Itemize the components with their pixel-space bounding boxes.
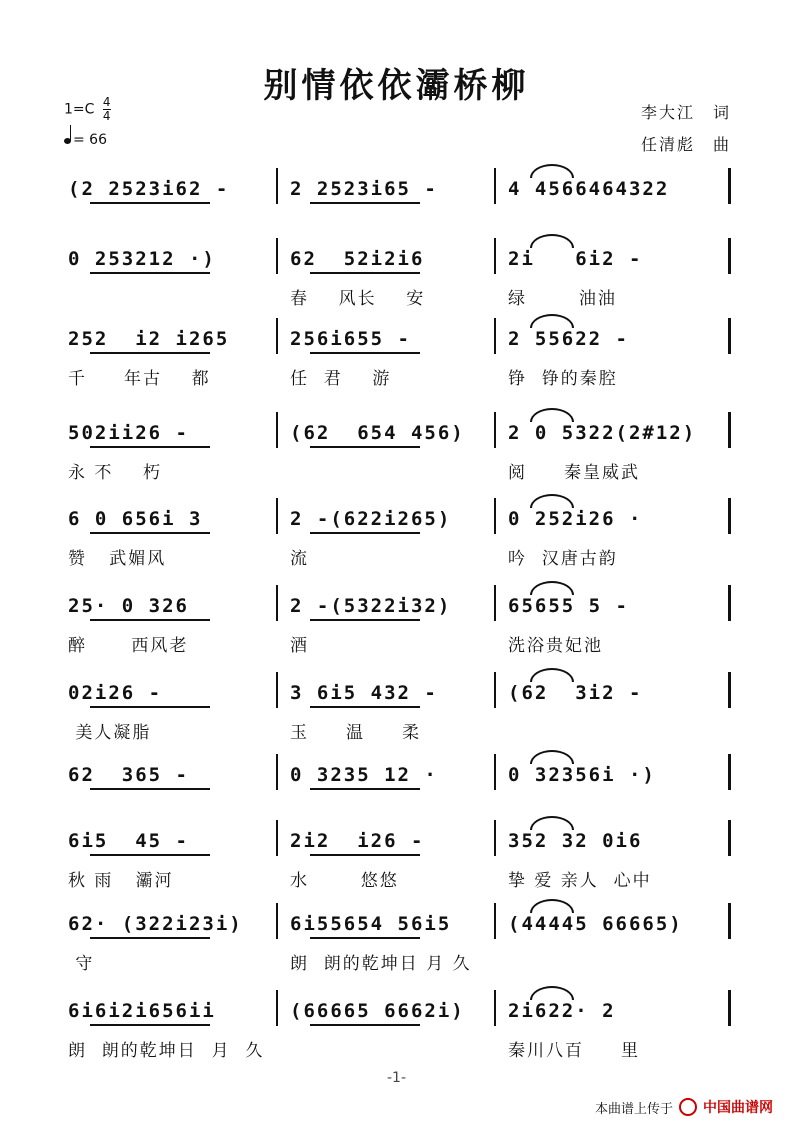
barline — [728, 820, 731, 856]
notation: 352 32 0i6 — [508, 820, 642, 852]
barline — [728, 412, 731, 448]
notation: 0 3235 12 · — [290, 754, 438, 786]
measure-group — [508, 585, 740, 655]
beam-line — [90, 272, 210, 274]
lyrics: 铮 铮的秦腔 — [508, 369, 618, 389]
score-system — [60, 903, 732, 973]
barline — [728, 990, 731, 1026]
page-number: -1- — [386, 1070, 406, 1086]
tempo-marking — [64, 132, 107, 148]
notation: 02i26 - — [68, 672, 162, 704]
notation: 25· 0 326 — [68, 585, 189, 617]
barline — [276, 820, 278, 856]
beam-line — [310, 1024, 420, 1026]
beam-line — [310, 272, 420, 274]
score-system — [60, 672, 732, 742]
beam-line — [90, 937, 210, 939]
score-system — [60, 318, 732, 388]
barline — [494, 168, 496, 204]
notation: (44445 66665) — [508, 903, 683, 935]
slur — [530, 668, 574, 682]
notation: 2 -(622i265) — [290, 498, 451, 530]
barline — [276, 585, 278, 621]
lyrics: 永 不 朽 — [68, 463, 163, 483]
tempo-value: = 66 — [73, 132, 107, 148]
beam-line — [90, 854, 210, 856]
measure-group — [508, 820, 740, 890]
notation: 6i5 45 - — [68, 820, 189, 852]
slur — [530, 581, 574, 595]
barline — [494, 318, 496, 354]
measure-group — [508, 754, 740, 824]
beam-line — [90, 788, 210, 790]
notation: (62 3i2 - — [508, 672, 642, 704]
beam-line — [310, 352, 420, 354]
notation: 252 i2 i265 — [68, 318, 229, 350]
slur — [530, 408, 574, 422]
score-system — [60, 412, 732, 482]
time-signature — [103, 96, 111, 123]
score-system — [60, 585, 732, 655]
lyrics: 吟 汉唐古韵 — [508, 549, 618, 569]
score-system — [60, 498, 732, 568]
barline — [276, 672, 278, 708]
barline — [494, 238, 496, 274]
notation: 0 32356i ·) — [508, 754, 656, 786]
slur — [530, 899, 574, 913]
beam-line — [310, 532, 420, 534]
measure-group — [508, 412, 740, 482]
measure-group — [508, 672, 740, 742]
beam-line — [90, 352, 210, 354]
barline — [728, 498, 731, 534]
song-title: 别情依依灞桥柳 — [263, 66, 530, 106]
slur — [530, 750, 574, 764]
lyrics: 挚 爱 亲人 心中 — [508, 871, 652, 891]
site-name: 中国曲谱网 — [703, 1100, 773, 1116]
barline — [494, 412, 496, 448]
measure-group — [508, 238, 740, 308]
key-signature — [64, 96, 111, 123]
lyrics: 酒 — [290, 636, 309, 656]
site-logo-icon — [679, 1098, 697, 1116]
notation: 502ii26 - — [68, 412, 189, 444]
lyrics: 醉 西风老 — [68, 636, 189, 656]
lyricist-credit: 李大江 词 — [640, 103, 731, 122]
lyrics: 玉 温 柔 — [290, 723, 422, 743]
notation: 2 0 5322(2#12) — [508, 412, 696, 444]
notation: 65655 5 - — [508, 585, 629, 617]
lyrics: 阅 秦皇威武 — [508, 463, 641, 483]
beam-line — [310, 788, 420, 790]
notation: 62· (322i23i) — [68, 903, 243, 935]
time-signature-numerator: 4 — [102, 95, 111, 109]
lyrics: 绿 油油 — [508, 289, 617, 309]
beam-line — [90, 1024, 210, 1026]
notation: 6i55654 56i5 — [290, 903, 451, 935]
lyrics: 千 年古 都 — [68, 369, 211, 389]
barline — [728, 903, 731, 939]
lyrics: 赞 武媚风 — [68, 549, 167, 569]
lyrics: 秋 雨 灞河 — [68, 871, 174, 891]
barline — [276, 412, 278, 448]
lyrics: 任 君 游 — [290, 369, 392, 389]
score-system — [60, 238, 732, 308]
measure-group — [508, 318, 740, 388]
slur — [530, 986, 574, 1000]
notation: 2 -(5322i32) — [290, 585, 451, 617]
beam-line — [310, 706, 420, 708]
lyrics: 水 悠悠 — [290, 871, 399, 891]
notation: (66665 6662i) — [290, 990, 465, 1022]
notation: 2 55622 - — [508, 318, 629, 350]
lyrics: 秦川八百 里 — [508, 1041, 641, 1061]
barline — [728, 754, 731, 790]
score-system — [60, 990, 732, 1060]
lyrics: 朗 朗的乾坤日 月 久 — [290, 954, 472, 974]
barline — [276, 903, 278, 939]
key-label: 1=C — [64, 101, 95, 118]
barline — [728, 672, 731, 708]
footer-text: 本曲谱上传于 — [594, 1101, 673, 1117]
beam-line — [90, 619, 210, 621]
beam-line — [90, 202, 210, 204]
measure-group — [508, 498, 740, 568]
notation: 62 365 - — [68, 754, 189, 786]
barline — [276, 498, 278, 534]
lyrics: 美人凝脂 — [68, 723, 152, 743]
notation: 2i622· 2 — [508, 990, 616, 1022]
barline — [494, 990, 496, 1026]
slur — [530, 494, 574, 508]
lyrics: 流 — [290, 549, 309, 569]
measure-group — [508, 168, 740, 238]
barline — [728, 585, 731, 621]
quarter-note-icon — [64, 138, 71, 144]
time-signature-denominator: 4 — [102, 109, 111, 123]
notation: 6 0 656i 3 — [68, 498, 202, 530]
barline — [728, 238, 731, 274]
barline — [494, 672, 496, 708]
score-system — [60, 820, 732, 890]
beam-line — [90, 706, 210, 708]
notation: 2i 6i2 - — [508, 238, 642, 270]
lyrics: 守 — [68, 954, 95, 974]
notation: 256i655 - — [290, 318, 411, 350]
footer — [595, 1097, 773, 1117]
barline — [494, 820, 496, 856]
notation: 2i2 i26 - — [290, 820, 424, 852]
barline — [728, 168, 731, 204]
barline — [494, 754, 496, 790]
notation: 2 2523i65 - — [290, 168, 438, 200]
barline — [276, 754, 278, 790]
barline — [494, 903, 496, 939]
notation: 6i6i2i656ii — [68, 990, 216, 1022]
beam-line — [310, 937, 420, 939]
barline — [276, 168, 278, 204]
notation: (2 2523i62 - — [68, 168, 229, 200]
lyrics: 洗浴贵妃池 — [508, 636, 603, 656]
barline — [494, 498, 496, 534]
score-system — [60, 168, 732, 238]
slur — [530, 314, 574, 328]
beam-line — [310, 854, 420, 856]
lyrics: 朗 朗的乾坤日 月 久 — [68, 1041, 265, 1061]
beam-line — [310, 446, 420, 448]
beam-line — [310, 619, 420, 621]
composer-credit: 任清彪 曲 — [640, 135, 731, 154]
slur — [530, 164, 574, 178]
notation: 0 253212 ·) — [68, 238, 216, 270]
notation: 0 252i26 · — [508, 498, 642, 530]
barline — [728, 318, 731, 354]
lyrics: 春 风长 安 — [290, 289, 426, 309]
notation: 62 52i2i6 — [290, 238, 424, 270]
barline — [276, 990, 278, 1026]
notation: (62 654 456) — [290, 412, 465, 444]
barline — [494, 585, 496, 621]
notation: 3 6i5 432 - — [290, 672, 438, 704]
barline — [276, 318, 278, 354]
beam-line — [310, 202, 420, 204]
barline — [276, 238, 278, 274]
measure-group — [508, 990, 740, 1060]
score-system — [60, 754, 732, 824]
measure-group — [508, 903, 740, 973]
beam-line — [90, 446, 210, 448]
notation: 4 4566464322 — [508, 168, 669, 200]
beam-line — [90, 532, 210, 534]
